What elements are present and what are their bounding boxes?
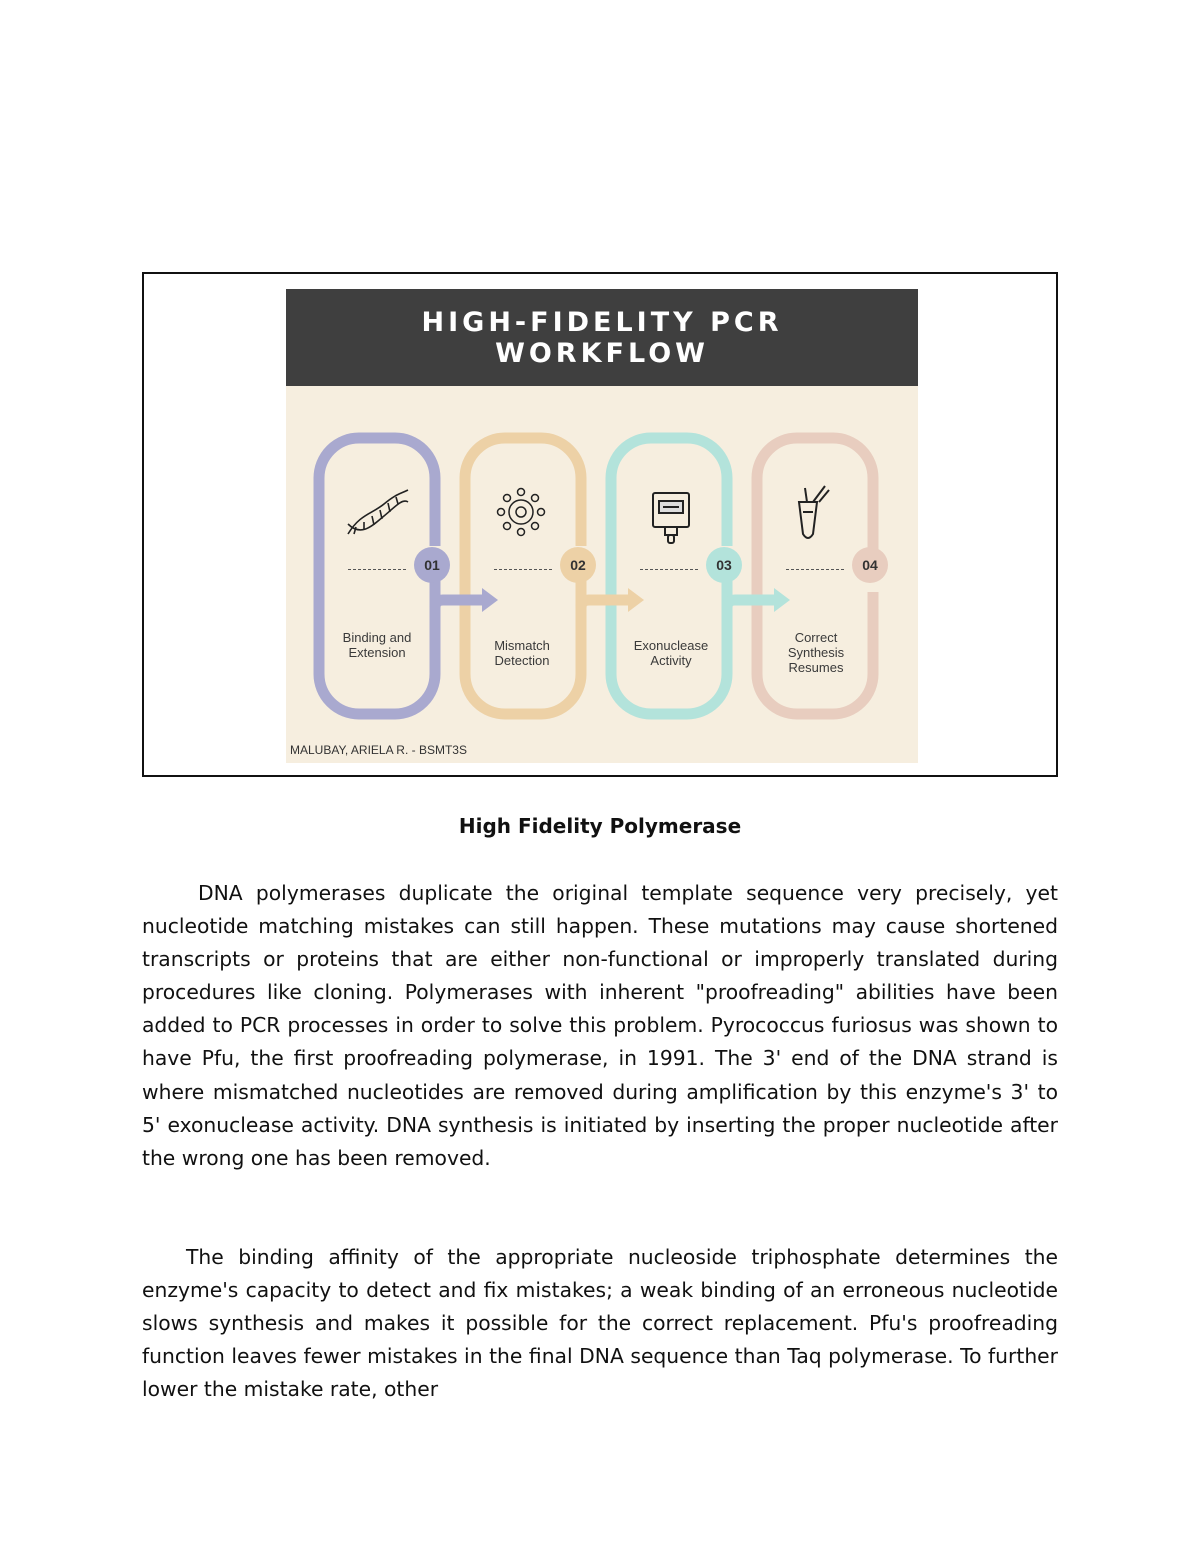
poster-title-line-2: WORKFLOW [495,337,709,369]
tube-pipette-icon [799,486,829,538]
figure-frame [142,272,1058,777]
step-3-divider [640,569,698,570]
gear-molecule-icon [498,489,545,536]
step-number-4: 04 [852,547,888,583]
poster-title-line-1: HIGH-FIDELITY PCR [421,306,783,338]
poster-header [286,289,918,386]
step-1-divider [348,569,406,570]
step-label-4: Correct Synthesis Resumes [787,630,845,675]
step-number-3: 03 [706,547,742,583]
workflow-diagram [286,386,918,763]
lab-instrument-icon [653,493,689,543]
step-number-2: 02 [560,547,596,583]
paragraph-1: DNA polymerases duplicate the original template sequence very precisely, yet nucleotide matching mistakes can still happen. These mutations may cause shortened transcripts or proteins that are either non-functional or improperly translated during procedures like cloning. Polymerases with inherent "proofreading" abilities have been added to PCR processes in order to solve this problem. Pyrococcus furiosus was shown to have Pfu, the first proofreading polymerase, in 1991. The 3' end of the DNA strand is where mismatched nucleotides are removed during amplification by this enzyme's 3' to 5' exonuclease activity. DNA synthesis is initiated by inserting the proper nucleotide after the wrong one has been removed. [142,881,1058,1170]
figure-credit: MALUBAY, ARIELA R. - BSMT3S [290,743,467,757]
document-heading: High Fidelity Polymerase [458,814,742,838]
step-2-divider [494,569,552,570]
workflow-poster [286,289,918,763]
paragraph-2: The binding affinity of the appropriate nucleoside triphosphate determines the enzyme's capacity to detect and fix mistakes; a weak binding of an erroneous nucleotide slows synthesis and makes it possible for the correct replacement. Pfu's proofreading function leaves fewer mistakes in the final DNA sequence than Taq polymerase. To further lower the mistake rate, other [142,1245,1058,1402]
step-number-1: 01 [414,547,450,583]
dna-helix-icon [348,490,408,534]
step-label-1: Binding and Extension [342,630,412,660]
step-label-2: Mismatch Detection [494,638,550,668]
step-4-divider [786,569,844,570]
step-label-3: Exonuclease Activity [633,638,709,668]
